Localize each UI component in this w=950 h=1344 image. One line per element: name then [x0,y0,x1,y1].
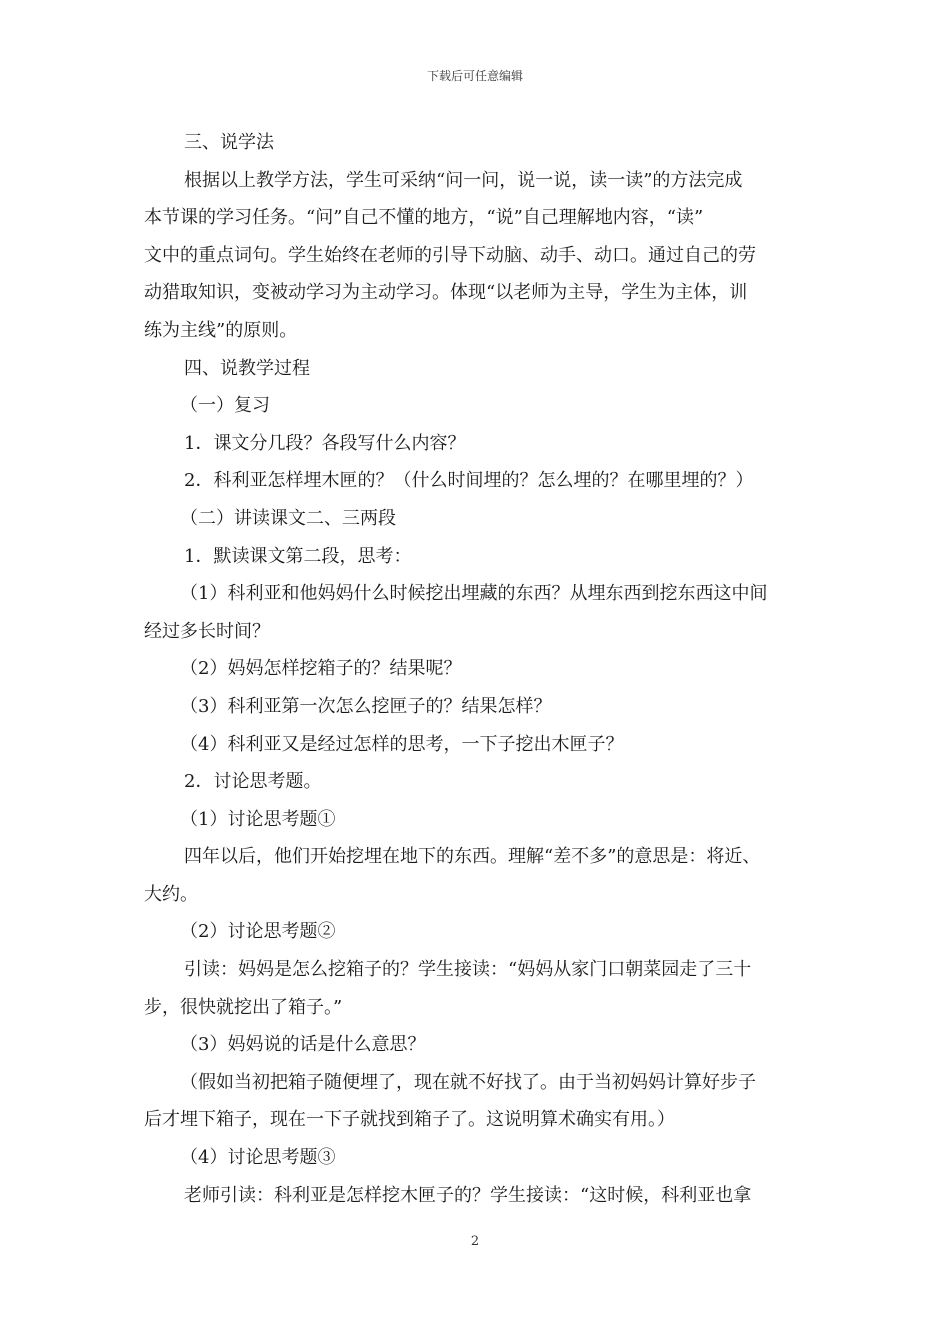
text-line: 动猎取知识，变被动学习为主动学习。体现“以老师为主导，学生为主体，训 [144,282,748,304]
text-line: 引读：妈妈是怎么挖箱子的？学生接读：“妈妈从家门口朝菜园走了三十 [184,959,752,981]
page-header: 下载后可任意编辑 [426,69,523,83]
text-line: （1）讨论思考题① [180,808,336,830]
text-line: 1．课文分几段？各段写什么内容？ [184,432,466,454]
text-line: 四、说教学过程 [184,357,310,379]
text-line: 大约。 [144,883,198,905]
text-line: 2．科利亚怎样埋木匣的？（什么时间埋的？怎么埋的？在哪里埋的？） [184,470,754,492]
text-line: 本节课的学习任务。“问”自己不懂的地方，“说”自己理解地内容，“读” [144,207,704,229]
text-line: （假如当初把箱子随便埋了，现在就不好找了。由于当初妈妈计算好步子 [180,1071,756,1093]
text-line: 1．默读课文第二段，思考： [184,545,412,567]
text-line: （2）讨论思考题② [180,921,336,943]
text-line: （3）科利亚第一次怎么挖匣子的？结果怎样？ [180,695,552,717]
text-line: 经过多长时间？ [144,620,270,642]
text-line: （3）妈妈说的话是什么意思？ [180,1034,426,1056]
text-line: 四年以后，他们开始挖埋在地下的东西。理解“差不多”的意思是：将近、 [184,846,761,868]
text-line: （4）科利亚又是经过怎样的思考，一下子挖出木匣子？ [180,733,624,755]
text-line: （4）讨论思考题③ [180,1147,336,1169]
text-line: 练为主线”的原则。 [144,319,298,341]
text-line: 步，很快就挖出了箱子。” [144,996,343,1018]
text-line: 文中的重点词句。学生始终在老师的引导下动脑、动手、动口。通过自己的劳 [144,244,756,266]
text-line: 根据以上教学方法，学生可采纳“问一问，说一说，读一读”的方法完成 [184,169,743,191]
text-line: 老师引读：科利亚是怎样挖木匣子的？学生接读：“这时候，科利亚也拿 [184,1184,752,1206]
text-line: 后才埋下箱子，现在一下子就找到箱子了。这说明算术确实有用。） [144,1109,675,1131]
text-line: （一）复习 [180,395,270,417]
text-line: （1）科利亚和他妈妈什么时候挖出埋藏的东西？从埋东西到挖东西这中间 [180,583,768,605]
text-line: 2．讨论思考题。 [184,771,322,793]
page-number: 2 [470,1234,480,1249]
text-line: （2）妈妈怎样挖箱子的？结果呢？ [180,658,462,680]
document-body [144,124,810,1214]
text-line: （二）讲读课文二、三两段 [180,507,396,529]
text-line: 三、说学法 [184,132,274,153]
